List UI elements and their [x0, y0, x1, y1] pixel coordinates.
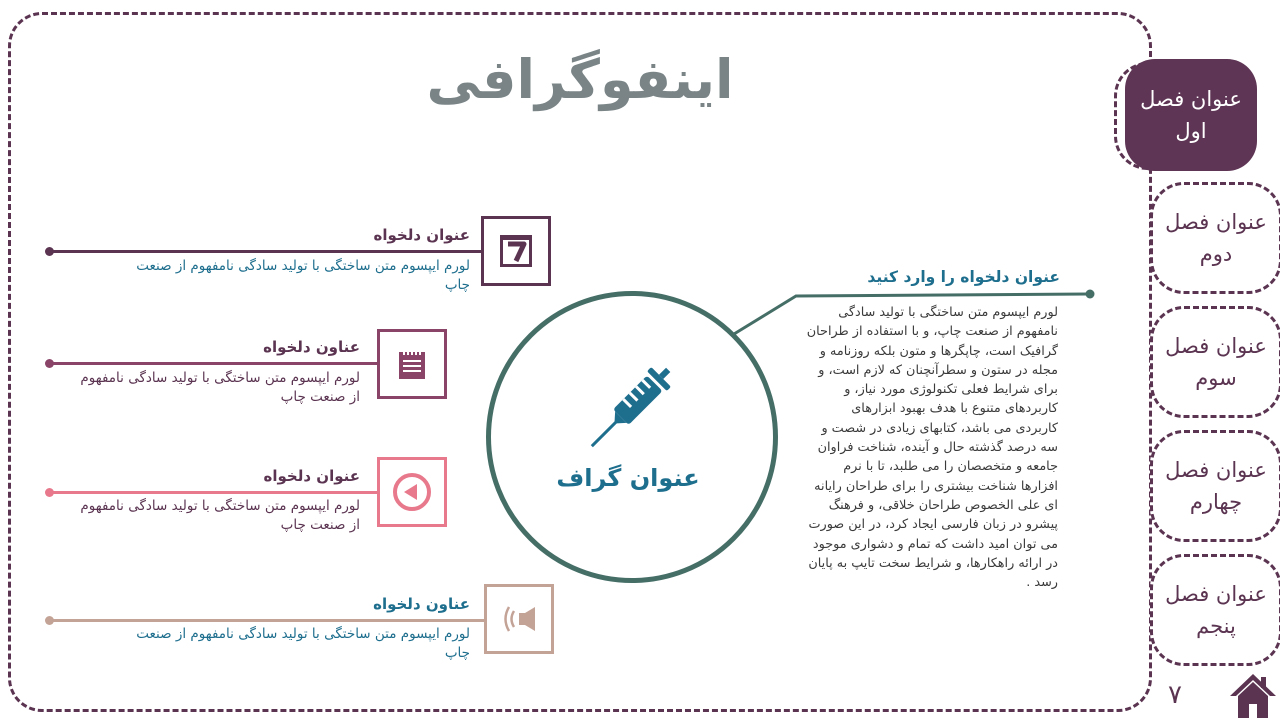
item-2-desc: لورم ایپسوم متن ساختگی با تولید سادگی نامفهوم از صنعت چاپ	[80, 370, 360, 405]
tab-chapter-4[interactable]	[1150, 430, 1280, 542]
right-body: لورم ایپسوم متن ساختگی با تولید سادگی نامفهوم از صنعت چاپ، و با استفاده از طراحان گرافیک است، چاپگرها و متون بلکه روزنامه و مجله در ستون و سطرآنچنان که لازم است، و برای شرایط فعلی تکنولوژی مورد نیاز، و کاربردهای متنوع با هدف بهبود ابزارهای کاربردی می باشد، کتابهای زیادی در شصت و سه درصد گذشته حال و آینده، شناخت فراوان جامعه و متخصصان را می طلبد، تا با نرم افزارها شناخت بیشتری را برای طراحان رایانه ای علی الخصوص طراحان خلاقی، و فرهنگ پیشرو در زبان فارسی ایجاد کرد، در این صورت می توان امید داشت که تمام و دشواری موجود در ارائه راهکارها، و شرایط سخت تایپ به پایان رسد .	[806, 305, 1058, 591]
item-4-title: عناون دلخواه	[373, 595, 470, 613]
home-icon[interactable]	[1228, 672, 1278, 718]
page-number: ۷	[1168, 680, 1182, 710]
tab-label: عنوان فصل سوم	[1165, 334, 1267, 390]
tab-label: عنوان فصل پنجم	[1165, 582, 1267, 638]
item-1-title: عنوان دلخواه	[373, 226, 470, 244]
tab-label: عنوان فصل دوم	[1165, 210, 1267, 266]
center-label: عنوان گراف	[556, 464, 700, 492]
item-1-connector	[49, 250, 483, 253]
item-1-desc: لورم ایپسوم متن ساختگی با تولید سادگی نامفهوم از صنعت چاپ	[136, 258, 470, 293]
item-2-connector	[49, 362, 379, 365]
tab-chapter-2[interactable]	[1150, 182, 1280, 294]
calendar-7-icon	[499, 234, 533, 268]
item-2-title: عناون دلخواه	[263, 338, 360, 356]
item-3-icon-box	[377, 457, 447, 527]
syringe-icon	[580, 358, 680, 458]
item-1-icon-box	[481, 216, 551, 286]
play-icon	[391, 471, 433, 513]
tab-chapter-3[interactable]	[1150, 306, 1280, 418]
item-4-icon-box	[484, 584, 554, 654]
item-4-connector	[49, 619, 485, 622]
page-title: اینفوگرافی	[426, 48, 734, 111]
item-2-icon-box	[377, 329, 447, 399]
tab-label: عنوان فصل اول	[1140, 87, 1242, 143]
item-3-desc: لورم ایپسوم متن ساختگی با تولید سادگی نامفهوم از صنعت چاپ	[80, 498, 360, 533]
tab-chapter-1[interactable]	[1125, 59, 1257, 171]
notepad-icon	[395, 347, 429, 381]
item-3-title: عنوان دلخواه	[263, 467, 360, 485]
tab-label: عنوان فصل چهارم	[1165, 458, 1267, 514]
tab-chapter-5[interactable]	[1150, 554, 1280, 666]
item-3-connector	[49, 491, 379, 494]
right-title: عنوان دلخواه را وارد کنید	[867, 268, 1060, 286]
speaker-icon	[499, 602, 539, 636]
item-4-desc: لورم ایپسوم متن ساختگی با تولید سادگی نامفهوم از صنعت چاپ	[136, 626, 470, 661]
